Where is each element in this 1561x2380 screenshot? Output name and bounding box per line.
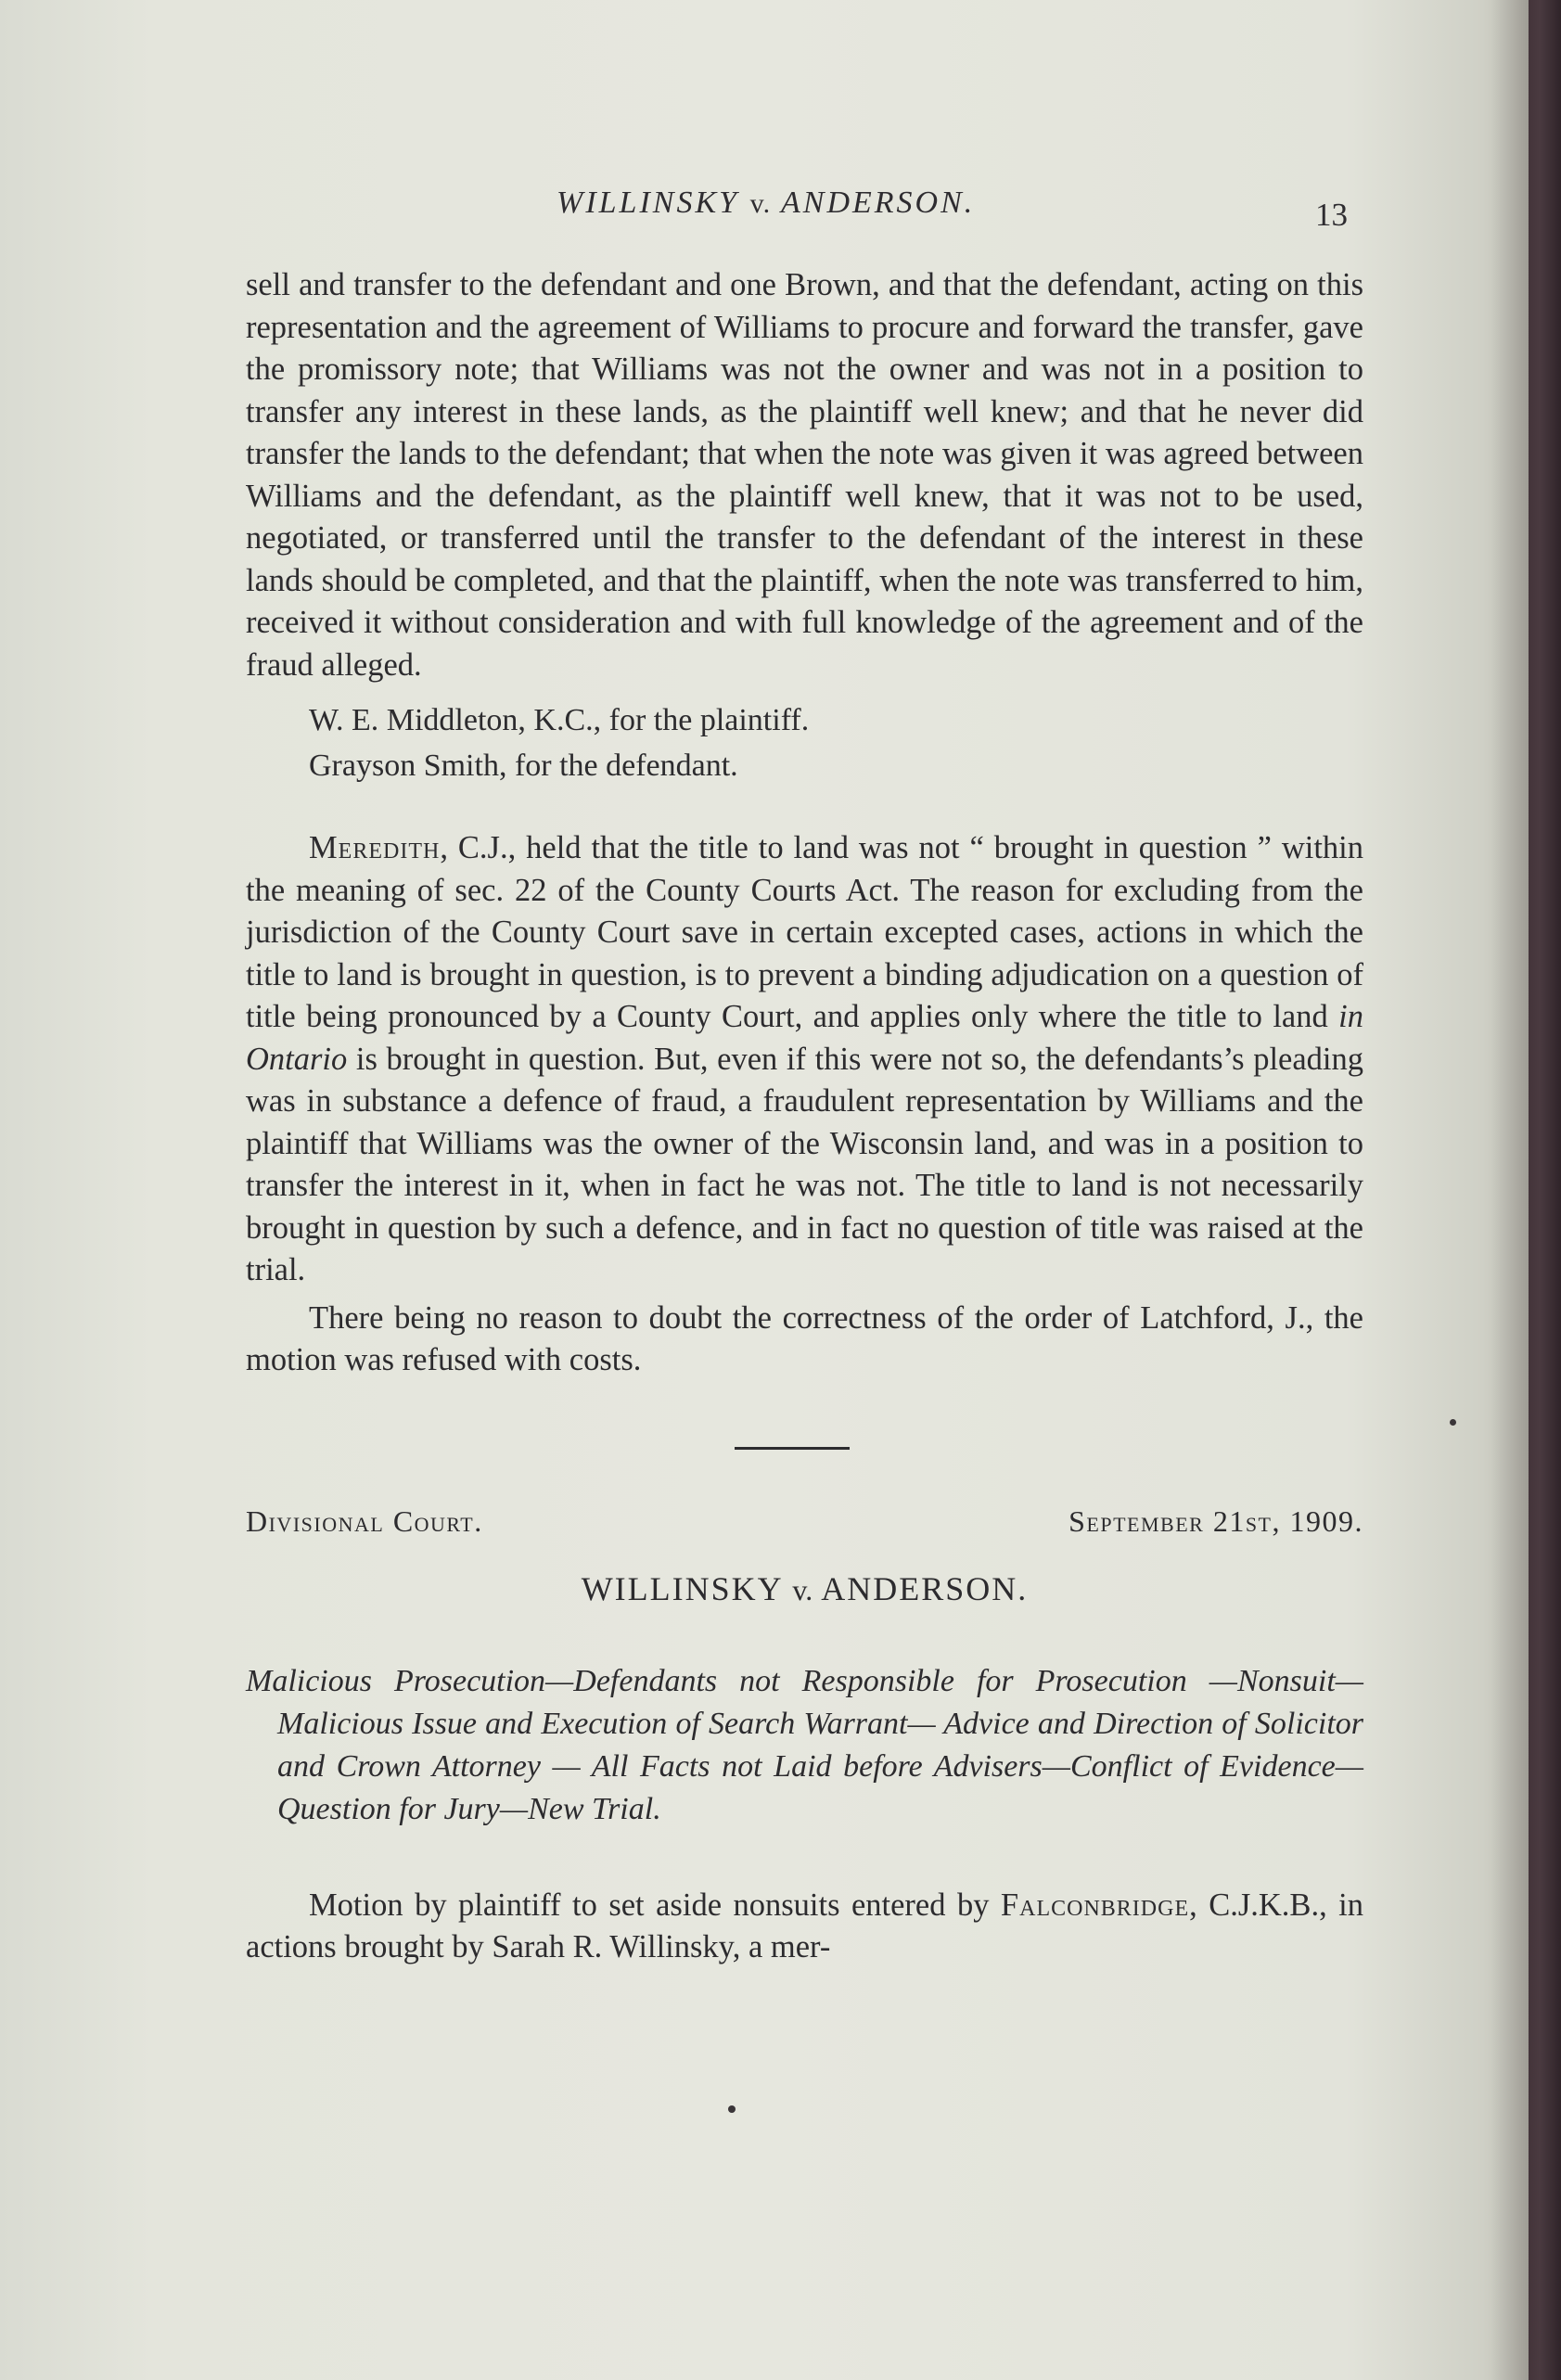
motion-text-rest: , C.J.K.B., in actions brought by Sarah R. Willinsky, a mer-: [246, 1887, 1363, 1964]
scan-speck: [728, 2105, 736, 2113]
running-head-versus: v.: [749, 188, 772, 219]
section-divider: [735, 1447, 850, 1450]
holding-paragraph: [246, 827, 1363, 1292]
opening-paragraph: sell and transfer to the defendant and one Brown, and that the defendant, acting on this representation and the agreement of Williams to procure and forward the transfer, gave the promissory note; that Williams was not the owner and was not in a position to transfer any interest in these lands, as the plaintiff well knew; and that he never did transfer the lands to the defendant; that when the note was given it was agreed between Williams and the defendant, as the plaintiff well knew, that it was not to be used, negotiated, or transferred until the transfer to the defendant of the interest in these lands should be completed, and that the plaintiff, when the note was transferred to him, received it without consideration and with full knowledge of the agreement and of the fraud alleged.: [246, 267, 1363, 683]
running-head-title: [557, 186, 975, 221]
case-versus: v.: [792, 1573, 813, 1606]
holding-text-part2: is brought in question. But, even if this were not so, the defendants’s pleading was in substance a defence of fraud, a fraudulent representation by Williams and the plaintiff that Williams was the owner of the Wisconsin land, and was in a position to transfer the interest in it, when in fact he was not. The title to land is not necessarily brought in question by such a defence, and in fact no question of title was raised at the trial.: [246, 1041, 1363, 1287]
running-head: [0, 186, 1529, 241]
motion-judge-name: Falconbridge: [1000, 1887, 1190, 1923]
court-name: Divisional Court.: [246, 1503, 483, 1538]
headnote: Malicious Prosecution—Defendants not Responsible for Prosecution —Nonsuit—Malicious Issue and Execution of Search Warrant— Advice and Direction of Solicitor and Crown Attorney — All Facts not Laid before Advisers—Conflict of Evidence—Question for Jury—New Trial.: [246, 1663, 1363, 1826]
counsel-defendant: Grayson Smith, for the defendant.: [309, 749, 738, 783]
decision-date: September 21st, 1909.: [1068, 1503, 1363, 1538]
court-date-line: [246, 1501, 1363, 1543]
case-plaintiff: WILLINSKY: [581, 1570, 783, 1607]
running-head-plaintiff: WILLINSKY: [557, 186, 740, 220]
case-defendant: ANDERSON.: [821, 1570, 1029, 1607]
running-head-defendant: ANDERSON.: [781, 186, 976, 220]
page-number: 13: [1315, 197, 1348, 233]
closing-paragraph: There being no reason to doubt the correctness of the order of Latchford, J., the motion was refused with costs.: [246, 1299, 1363, 1377]
holding-emphasis: in Ontario: [246, 999, 1363, 1077]
motion-text-start: Motion by plaintiff to set aside nonsuits entered by: [309, 1887, 1001, 1923]
scan-speck: [1450, 1419, 1456, 1426]
holding-text-part1: , C.J., held that the title to land was not “ brought in question ” within the meaning of sec. 22 of the County Courts Act. The reason for excluding from the jurisdiction of the County Court save in certain excepted cases, actions in which the title to land is brought in question, is to prevent a binding adjudication on a question of title being pronounced by a County Court, and applies only where the title to land: [246, 830, 1363, 1034]
counsel-plaintiff: W. E. Middleton, K.C., for the plaintiff.: [309, 703, 810, 737]
motion-paragraph: [246, 1885, 1363, 1969]
body-text: [246, 264, 1363, 1969]
judge-name: Meredith: [309, 830, 441, 865]
case-title: [246, 1568, 1363, 1612]
